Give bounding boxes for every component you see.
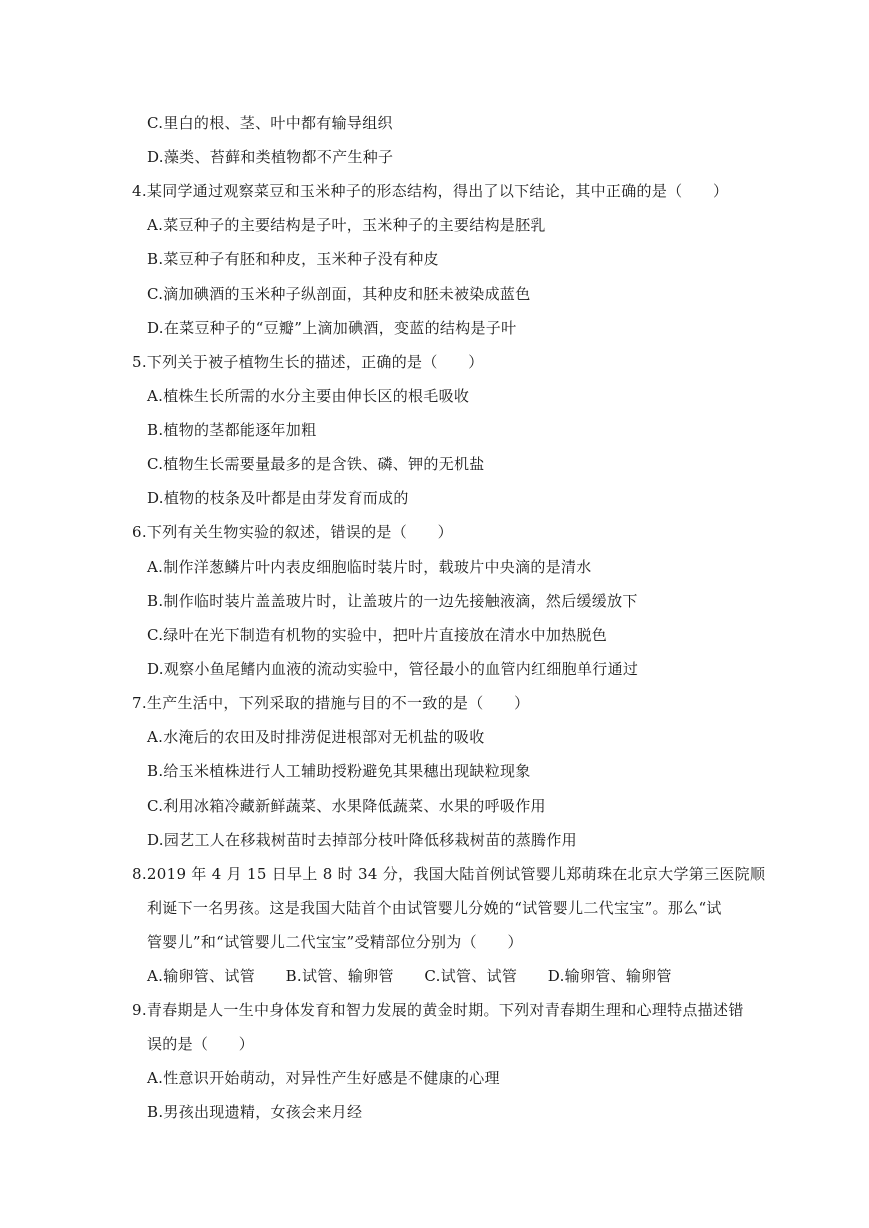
q8-options: A.输卵管、试管 B.试管、输卵管 C.试管、试管 D.输卵管、输卵管 bbox=[147, 967, 672, 985]
q6-option-c: C.绿叶在光下制造有机物的实验中，把叶片直接放在清水中加热脱色 bbox=[147, 626, 608, 644]
q6-option-a: A.制作洋葱鳞片叶内表皮细胞临时装片时，载玻片中央滴的是清水 bbox=[147, 558, 592, 576]
q5-option-b: B.植物的茎都能逐年加粗 bbox=[147, 421, 317, 439]
q9-option-a: A.性意识开始萌动，对异性产生好感是不健康的心理 bbox=[147, 1069, 500, 1087]
q6-option-b: B.制作临时装片盖盖玻片时，让盖玻片的一边先接触液滴，然后缓缓放下 bbox=[147, 592, 638, 610]
q9-stem-line1: 9.青春期是人一生中身体发育和智力发展的黄金时期。下列对青春期生理和心理特点描述错 bbox=[132, 1001, 744, 1019]
q4-option-c: C.滴加碘酒的玉米种子纵剖面，其种皮和胚未被染成蓝色 bbox=[147, 285, 531, 303]
q9-option-b: B.男孩出现遗精，女孩会来月经 bbox=[147, 1103, 363, 1121]
q7-option-a: A.水淹后的农田及时排涝促进根部对无机盐的吸收 bbox=[147, 728, 485, 746]
q3-option-c: C.里白的根、茎、叶中都有输导组织 bbox=[147, 114, 393, 132]
q9-stem-line2: 误的是（ ） bbox=[147, 1035, 255, 1053]
q7-stem: 7.生产生活中，下列采取的措施与目的不一致的是（ ） bbox=[132, 694, 530, 712]
q4-option-a: A.菜豆种子的主要结构是子叶，玉米种子的主要结构是胚乳 bbox=[147, 216, 546, 234]
q8-stem-line1: 8.2019 年 4 月 15 日早上 8 时 34 分，我国大陆首例试管婴儿郑萌珠在北京大学第三医院顺 bbox=[132, 865, 766, 883]
q8-stem-line2: 利诞下一名男孩。这是我国大陆首个由试管婴儿分娩的“试管婴儿二代宝宝”。那么“试 bbox=[147, 899, 722, 917]
q5-option-c: C.植物生长需要量最多的是含铁、磷、钾的无机盐 bbox=[147, 455, 485, 473]
q8-stem-line3: 管婴儿”和“试管婴儿二代宝宝”受精部位分别为（ ） bbox=[147, 933, 523, 951]
q6-stem: 6.下列有关生物实验的叙述，错误的是（ ） bbox=[132, 523, 453, 541]
q6-option-d: D.观察小鱼尾鳍内血液的流动实验中，管径最小的血管内红细胞单行通过 bbox=[147, 660, 639, 678]
q7-option-c: C.利用冰箱冷藏新鲜蔬菜、水果降低蔬菜、水果的呼吸作用 bbox=[147, 797, 546, 815]
q4-option-b: B.菜豆种子有胚和种皮，玉米种子没有种皮 bbox=[147, 250, 439, 268]
q5-option-d: D.植物的枝条及叶都是由芽发育而成的 bbox=[147, 489, 409, 507]
q7-option-d: D.园艺工人在移栽树苗时去掉部分枝叶降低移栽树苗的蒸腾作用 bbox=[147, 831, 577, 849]
q4-option-d: D.在菜豆种子的“豆瓣”上滴加碘酒，变蓝的结构是子叶 bbox=[147, 319, 517, 337]
q7-option-b: B.给玉米植株进行人工辅助授粉避免其果穗出现缺粒现象 bbox=[147, 762, 531, 780]
q4-stem: 4.某同学通过观察菜豆和玉米种子的形态结构，得出了以下结论，其中正确的是（ ） bbox=[132, 182, 729, 200]
q5-stem: 5.下列关于被子植物生长的描述，正确的是（ ） bbox=[132, 353, 484, 371]
q3-option-d: D.藻类、苔藓和类植物都不产生种子 bbox=[147, 148, 394, 166]
q5-option-a: A.植株生长所需的水分主要由伸长区的根毛吸收 bbox=[147, 387, 470, 405]
